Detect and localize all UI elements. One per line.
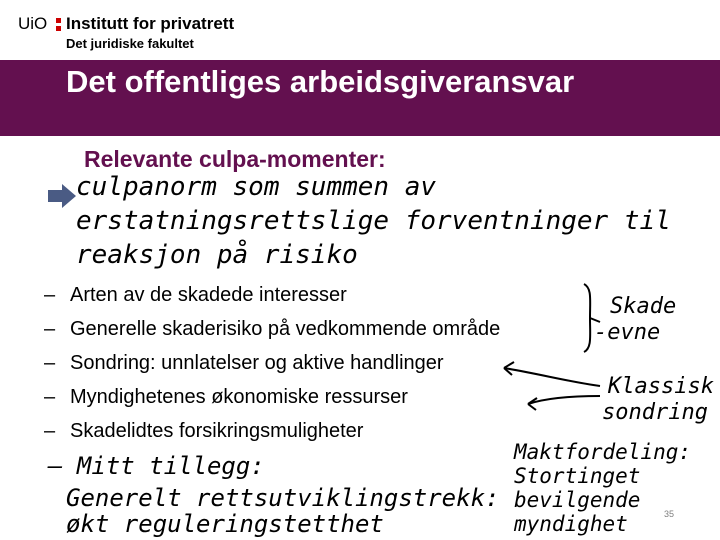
annotation-evne: -evne (594, 320, 661, 345)
handwritten-line-3: reaksjon på risiko (76, 240, 358, 270)
bullet-list (44, 284, 500, 454)
bullet-text: Skadelidtes forsikringsmuligheter (70, 420, 364, 442)
bullet-dash: – (44, 386, 56, 408)
page-number: 35 (664, 509, 675, 519)
logo-faculty-name: Det juridiske fakultet (66, 36, 194, 51)
annotation-klassisk: Klassisk (608, 374, 714, 399)
annotation-skade: Skade (610, 294, 677, 319)
handwritten-addition-line-1: Generelt rettsutviklingstrekk: (66, 484, 500, 512)
annotation-myndighet: myndighet (514, 512, 628, 536)
logo-uio-text: UiO (18, 14, 48, 33)
handwritten-line-1: culpanorm som summen av (76, 172, 437, 202)
handwritten-line-2: erstatningsrettslige forventninger til (76, 206, 671, 236)
bullet-item (44, 386, 500, 420)
bullet-dash: – (44, 284, 56, 306)
bullet-dash: – (44, 420, 56, 442)
slide-subtitle: Relevante culpa-momenter: (84, 146, 386, 172)
bullet-item (44, 420, 500, 454)
bullet-item (44, 352, 500, 386)
handwritten-addition-line-2: økt reguleringstetthet (66, 510, 384, 538)
bullet-text: Myndighetenes økonomiske ressurser (70, 386, 408, 408)
bullet-text: Sondring: unnlatelser og aktive handlinger (70, 352, 444, 374)
annotation-sondring: sondring (602, 400, 708, 425)
annotation-bevilgende: bevilgende (514, 488, 641, 512)
bracket-stroke (584, 284, 590, 352)
bullet-item (44, 318, 500, 352)
arrow-to-klassisk-upper (504, 368, 600, 386)
bullet-item (44, 284, 500, 318)
handwritten-addition-label: – Mitt tillegg: (48, 452, 265, 480)
bullet-text: Arten av de skadede interesser (70, 284, 347, 306)
arrowhead-lower (528, 398, 537, 410)
right-arrow-icon (48, 184, 76, 208)
annotation-stortinget: Stortinget (514, 464, 641, 488)
logo-colon-mark (56, 16, 62, 32)
slide-title: Det offentliges arbeidsgiveransvar (66, 64, 575, 99)
logo-institute-name: Institutt for privatrett (66, 14, 235, 33)
annotation-maktfordeling: Maktfordeling: (514, 440, 692, 464)
bullet-dash: – (44, 318, 56, 340)
arrowhead-upper (504, 362, 514, 375)
arrow-to-klassisk-lower (528, 396, 600, 404)
bullet-dash: – (44, 352, 56, 374)
bullet-text: Generelle skaderisiko på vedkommende område (70, 318, 501, 340)
